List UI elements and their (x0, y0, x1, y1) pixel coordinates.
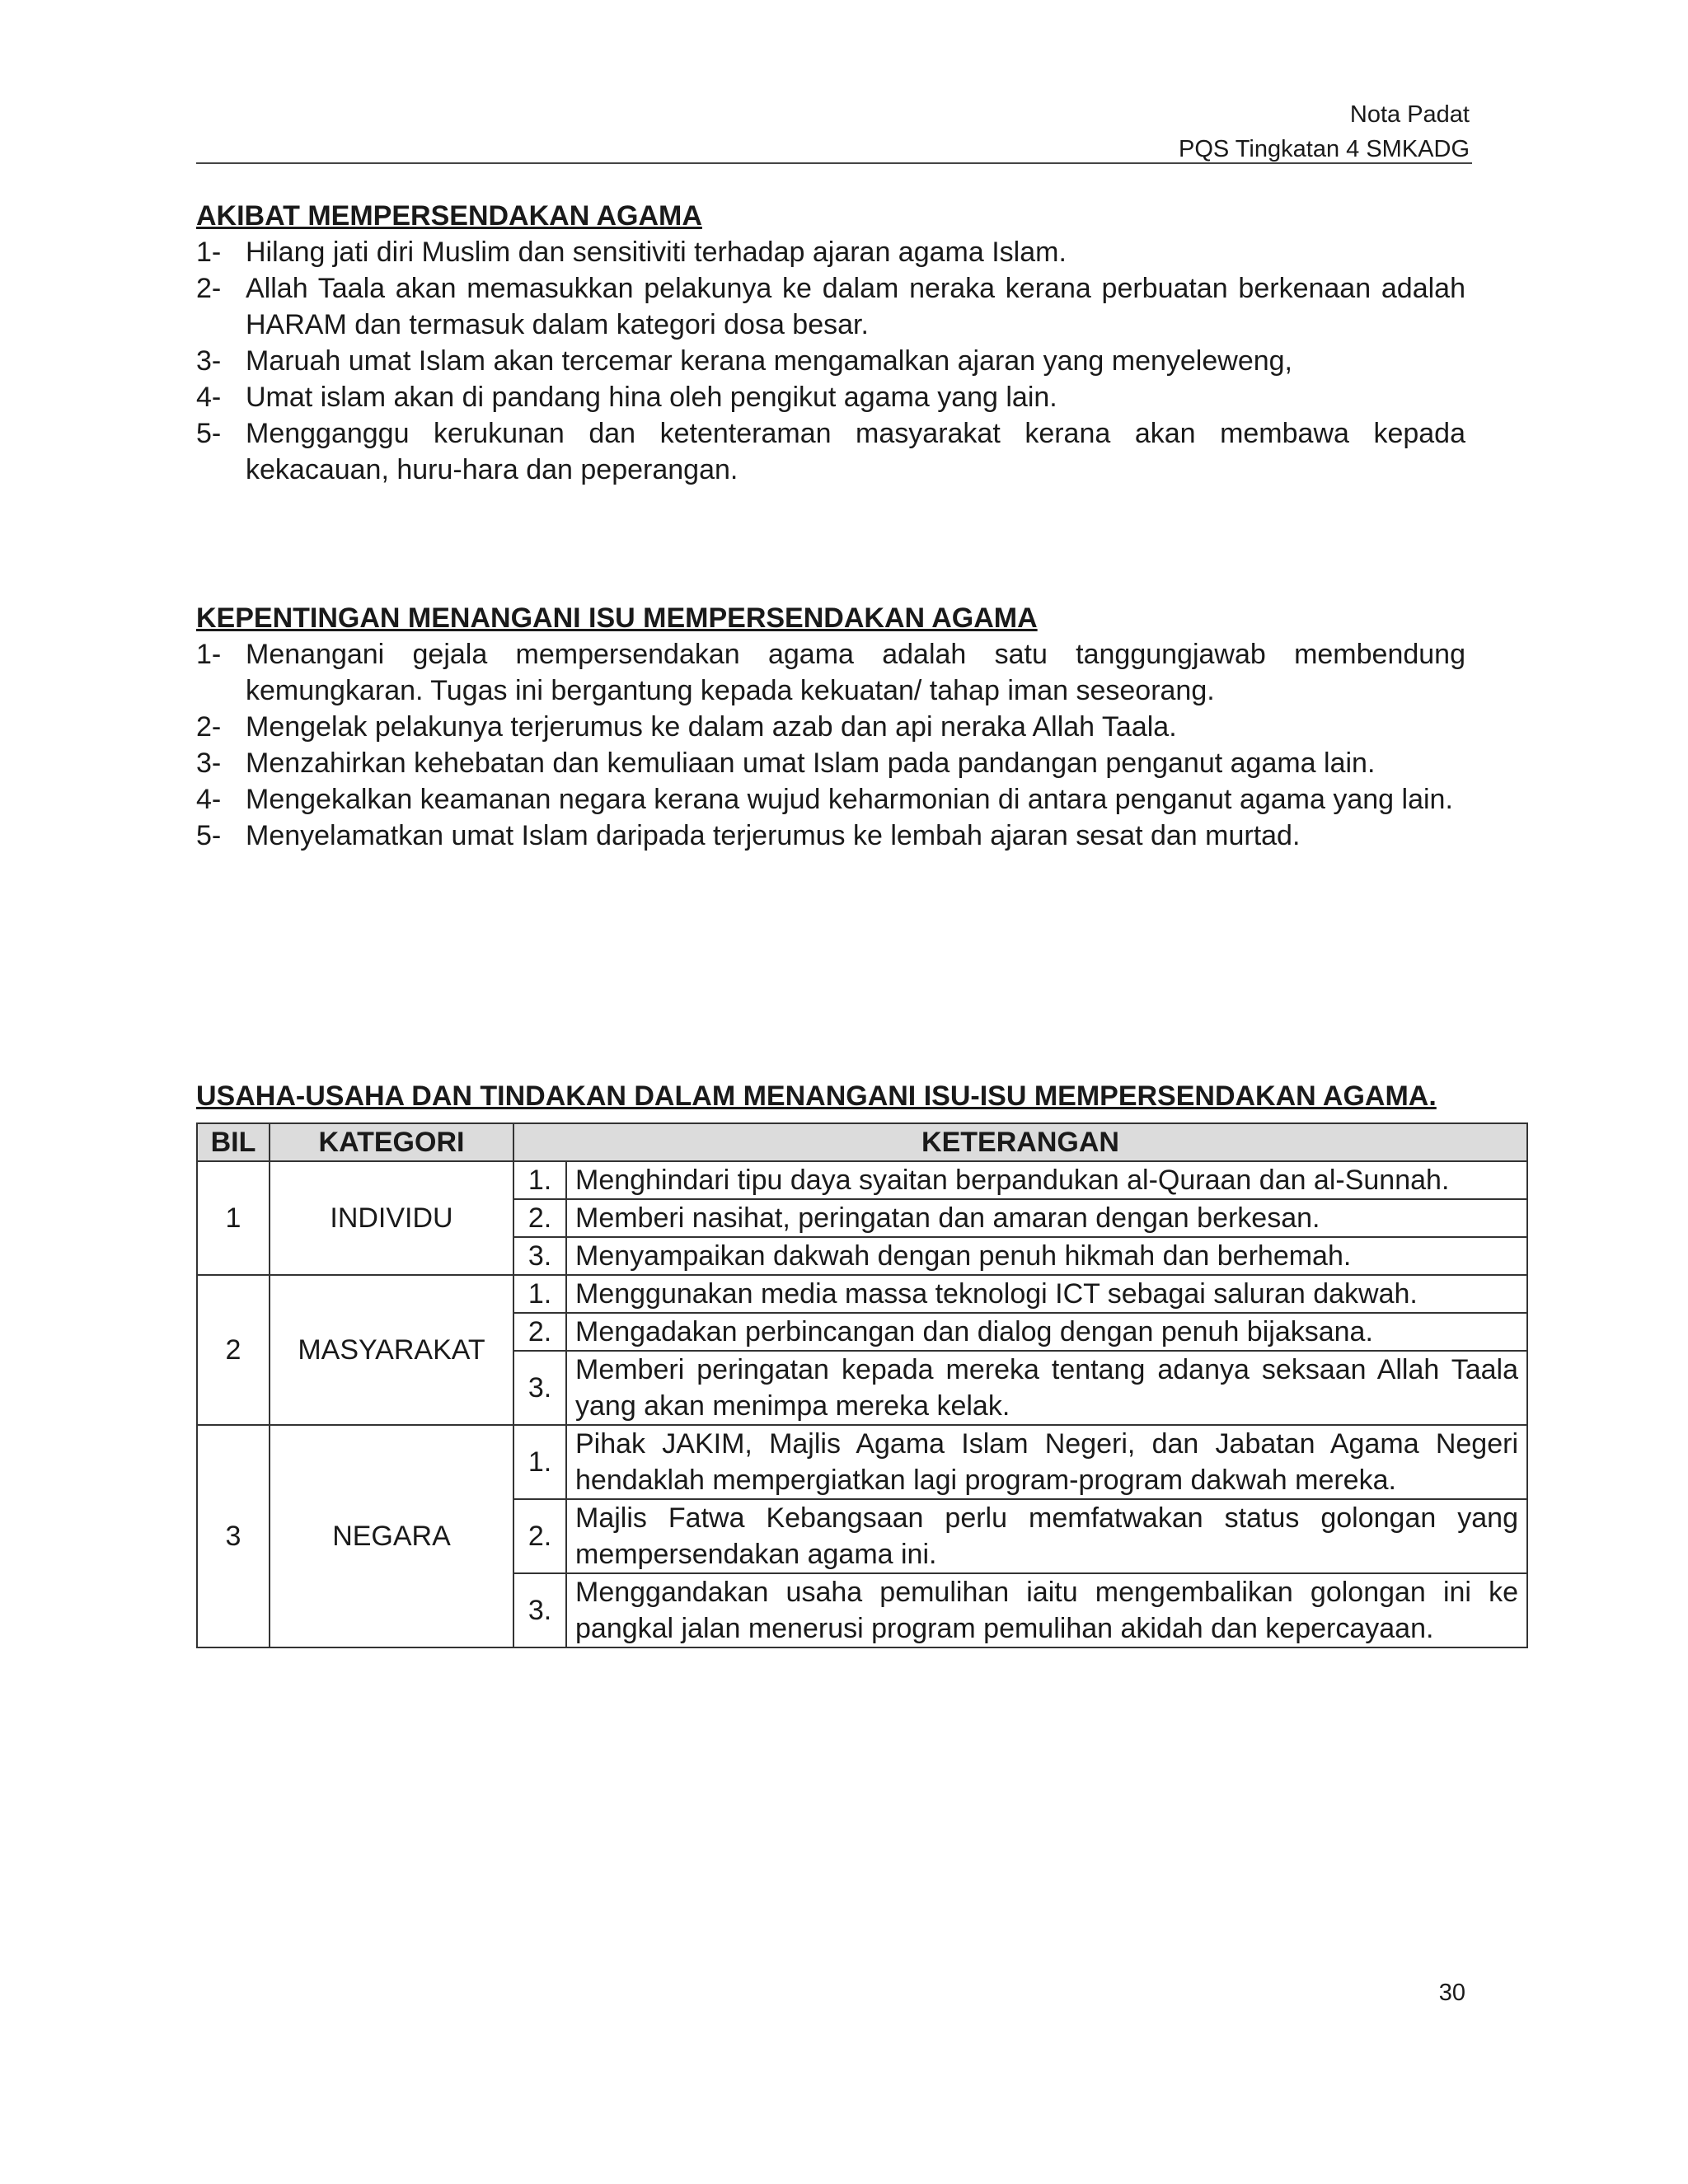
item-text: Mengelak pelakunya terjerumus ke dalam azab dan api neraka Allah Taala. (246, 711, 1177, 743)
header-keterangan: KETERANGAN (513, 1123, 1527, 1161)
item-number: 3- (196, 748, 222, 779)
table-header-row (197, 1123, 1527, 1161)
cell-keterangan: Mengadakan perbincangan dan dialog dengan penuh bijaksana. (566, 1313, 1527, 1351)
cell-keterangan: Memberi nasihat, peringatan dan amaran dengan berkesan. (566, 1199, 1527, 1237)
table-row (197, 1161, 1527, 1199)
item-text: Menangani gejala mempersendakan agama adalah satu tanggungjawab membendung kemungkaran. Tugas ini bergantung kepada kekuatan/ tahap iman seseorang. (246, 639, 1465, 706)
cell-keterangan: Menggandakan usaha pemulihan iaitu mengembalikan golongan ini ke pangkal jalan menerusi program pemulihan akidah dan kepercayaan. (566, 1573, 1527, 1647)
kepentingan-list (196, 636, 1465, 854)
cell-bil: 2 (197, 1275, 270, 1425)
list-item (196, 379, 1465, 415)
cell-keterangan: Menghindari tipu daya syaitan berpandukan al-Quraan dan al-Sunnah. (566, 1161, 1527, 1199)
cell-no: 3. (513, 1237, 566, 1275)
item-text: Umat islam akan di pandang hina oleh pengikut agama yang lain. (246, 382, 1057, 413)
cell-no: 1. (513, 1161, 566, 1199)
cell-kategori: MASYARAKAT (270, 1275, 513, 1425)
item-number: 4- (196, 382, 222, 413)
section-title: AKIBAT MEMPERSENDAKAN AGAMA (196, 200, 702, 232)
list-item (196, 415, 1465, 488)
item-number: 3- (196, 345, 222, 377)
list-item (196, 234, 1465, 270)
table-row (197, 1425, 1527, 1499)
item-number: 1- (196, 237, 222, 268)
section-title: KEPENTINGAN MENANGANI ISU MEMPERSENDAKAN AGAMA (196, 602, 1038, 634)
list-item (196, 745, 1465, 781)
item-number: 2- (196, 711, 222, 743)
cell-no: 1. (513, 1425, 566, 1499)
cell-keterangan: Memberi peringatan kepada mereka tentang adanya seksaan Allah Taala yang akan menimpa mereka kelak. (566, 1351, 1527, 1425)
item-text: Maruah umat Islam akan tercemar kerana mengamalkan ajaran yang menyeleweng, (246, 345, 1292, 377)
usaha-table (196, 1122, 1528, 1648)
item-text: Mengekalkan keamanan negara kerana wujud keharmonian di antara penganut agama yang lain. (246, 784, 1453, 815)
item-number: 2- (196, 273, 222, 304)
cell-no: 2. (513, 1313, 566, 1351)
section-akibat (196, 198, 1465, 488)
cell-no: 2. (513, 1499, 566, 1573)
akibat-list (196, 234, 1465, 488)
item-number: 1- (196, 639, 222, 670)
section-kepentingan (196, 600, 1465, 854)
cell-no: 3. (513, 1351, 566, 1425)
item-text: Mengganggu kerukunan dan ketenteraman masyarakat kerana akan membawa kepada kekacauan, huru-hara dan peperangan. (246, 418, 1465, 485)
list-item (196, 270, 1465, 343)
cell-keterangan: Menyampaikan dakwah dengan penuh hikmah dan berhemah. (566, 1237, 1527, 1275)
cell-keterangan: Menggunakan media massa teknologi ICT sebagai saluran dakwah. (566, 1275, 1527, 1313)
list-item (196, 781, 1465, 818)
item-text: Allah Taala akan memasukkan pelakunya ke dalam neraka kerana perbuatan berkenaan adalah HARAM dan termasuk dalam kategori dosa besar. (246, 273, 1465, 340)
cell-bil: 1 (197, 1161, 270, 1275)
list-item (196, 818, 1465, 854)
cell-bil: 3 (197, 1425, 270, 1647)
cell-keterangan: Majlis Fatwa Kebangsaan perlu memfatwakan status golongan yang mempersendakan agama ini. (566, 1499, 1527, 1573)
page-header (1179, 97, 1470, 166)
item-text: Menzahirkan kehebatan dan kemuliaan umat Islam pada pandangan penganut agama lain. (246, 748, 1376, 779)
header-divider (196, 162, 1472, 164)
list-item (196, 709, 1465, 745)
cell-no: 3. (513, 1573, 566, 1647)
item-number: 4- (196, 784, 222, 815)
header-title: Nota Padat (1349, 101, 1470, 128)
list-item (196, 343, 1465, 379)
header-bil: BIL (197, 1123, 270, 1161)
list-item (196, 636, 1465, 709)
section-title: USAHA-USAHA DAN TINDAKAN DALAM MENANGANI ISU-ISU MEMPERSENDAKAN AGAMA. (196, 1080, 1437, 1112)
item-text: Hilang jati diri Muslim dan sensitiviti terhadap ajaran agama Islam. (246, 237, 1067, 268)
cell-no: 2. (513, 1199, 566, 1237)
item-text: Menyelamatkan umat Islam daripada terjerumus ke lembah ajaran sesat dan murtad. (246, 820, 1301, 851)
page-number: 30 (1438, 1980, 1465, 2006)
cell-no: 1. (513, 1275, 566, 1313)
cell-kategori: NEGARA (270, 1425, 513, 1647)
section-usaha (196, 1078, 1465, 1114)
cell-kategori: INDIVIDU (270, 1161, 513, 1275)
header-subtitle: PQS Tingkatan 4 SMKADG (1179, 136, 1470, 162)
item-number: 5- (196, 418, 222, 449)
header-kategori: KATEGORI (270, 1123, 513, 1161)
item-number: 5- (196, 820, 222, 851)
cell-keterangan: Pihak JAKIM, Majlis Agama Islam Negeri, dan Jabatan Agama Negeri hendaklah mempergiatkan lagi program-program dakwah mereka. (566, 1425, 1527, 1499)
table-row (197, 1275, 1527, 1313)
